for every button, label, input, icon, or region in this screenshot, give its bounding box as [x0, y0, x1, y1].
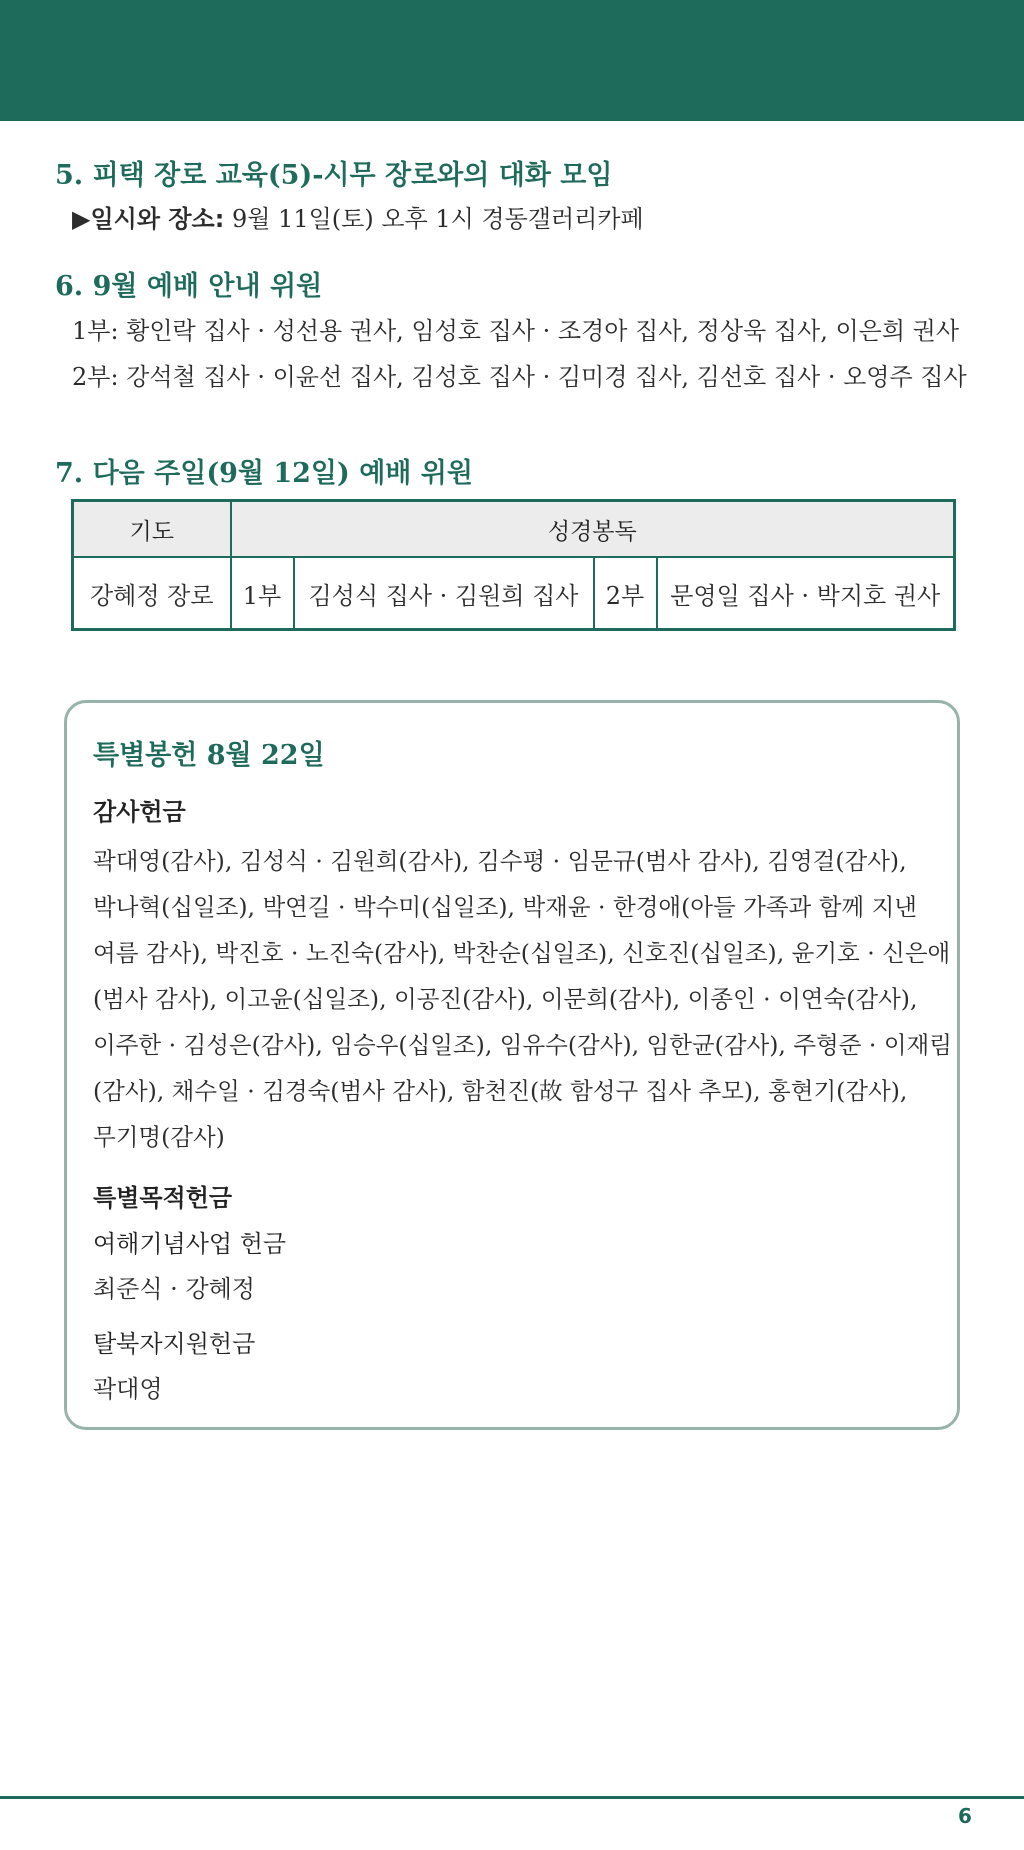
list-item: (감사), 채수일 · 김경숙(범사 감사), 함천진(故 함성구 집사 추모), 홍현기(감사),	[93, 1077, 908, 1105]
memorial-offering-heading: 여해기념사업 헌금	[93, 1230, 287, 1258]
list-item: 이주한 · 김성은(감사), 임승우(십일조), 임유수(감사), 임한균(감사), 주형준 · 이재림	[93, 1031, 952, 1059]
prayer-elder: 강혜정 장로	[73, 557, 231, 630]
page-number: 6	[958, 1804, 972, 1828]
defector-support-heading: 탈북자지원헌금	[93, 1330, 256, 1358]
service-1-readers: 김성식 집사 · 김원희 집사	[294, 557, 594, 630]
memorial-offering-names: 최준식 · 강혜정	[93, 1275, 255, 1303]
list-item: (범사 감사), 이고윤(십일조), 이공진(감사), 이문희(감사), 이종인 · 이연숙(감사),	[93, 985, 918, 1013]
table-row	[73, 557, 955, 630]
header-prayer: 기도	[73, 501, 231, 558]
thanks-offering-heading: 감사헌금	[93, 798, 186, 826]
list-item: 무기명(감사)	[93, 1123, 225, 1151]
section-7-title: 7. 다음 주일(9월 12일) 예배 위원	[55, 458, 473, 489]
section-5-detail	[72, 199, 644, 234]
special-purpose-heading: 특별목적헌금	[93, 1184, 233, 1212]
header-bar	[0, 0, 1024, 121]
service-2-readers: 문영일 집사 · 박지호 권사	[657, 557, 955, 630]
section-6-title: 6. 9월 예배 안내 위원	[55, 271, 323, 302]
defector-support-names: 곽대영	[93, 1375, 163, 1403]
service-1-ushers: 1부: 황인락 집사 · 성선용 권사, 임성호 집사 · 조경아 집사, 정상욱 집사, 이은희 권사	[72, 317, 960, 345]
list-item: 여름 감사), 박진호 · 노진숙(감사), 박찬순(십일조), 신호진(십일조), 윤기호 · 신은애	[93, 939, 951, 967]
offering-title: 특별봉헌 8월 22일	[93, 740, 325, 771]
datetime-label: ▶일시와 장소:	[72, 205, 225, 233]
list-item: 곽대영(감사), 김성식 · 김원희(감사), 김수평 · 임문규(범사 감사), 김영걸(감사),	[93, 847, 907, 875]
section-5-title: 5. 피택 장로 교육(5)-시무 장로와의 대화 모임	[55, 160, 613, 191]
datetime-value: 9월 11일(토) 오후 1시 경동갤러리카페	[224, 205, 644, 233]
table-header-row	[73, 501, 955, 558]
thanks-offering-list	[93, 838, 952, 1160]
service-1-label: 1부	[231, 557, 294, 630]
list-item: 박나혁(십일조), 박연길 · 박수미(십일조), 박재윤 · 한경애(아들 가족과 함께 지낸	[93, 893, 917, 921]
footer-rule	[0, 1796, 1024, 1799]
worship-duty-table	[71, 499, 956, 631]
header-reading: 성경봉독	[231, 501, 955, 558]
service-2-ushers: 2부: 강석철 집사 · 이윤선 집사, 김성호 집사 · 김미경 집사, 김선호 집사 · 오영주 집사	[72, 363, 967, 391]
service-2-label: 2부	[594, 557, 657, 630]
special-offering-box	[64, 700, 960, 1430]
